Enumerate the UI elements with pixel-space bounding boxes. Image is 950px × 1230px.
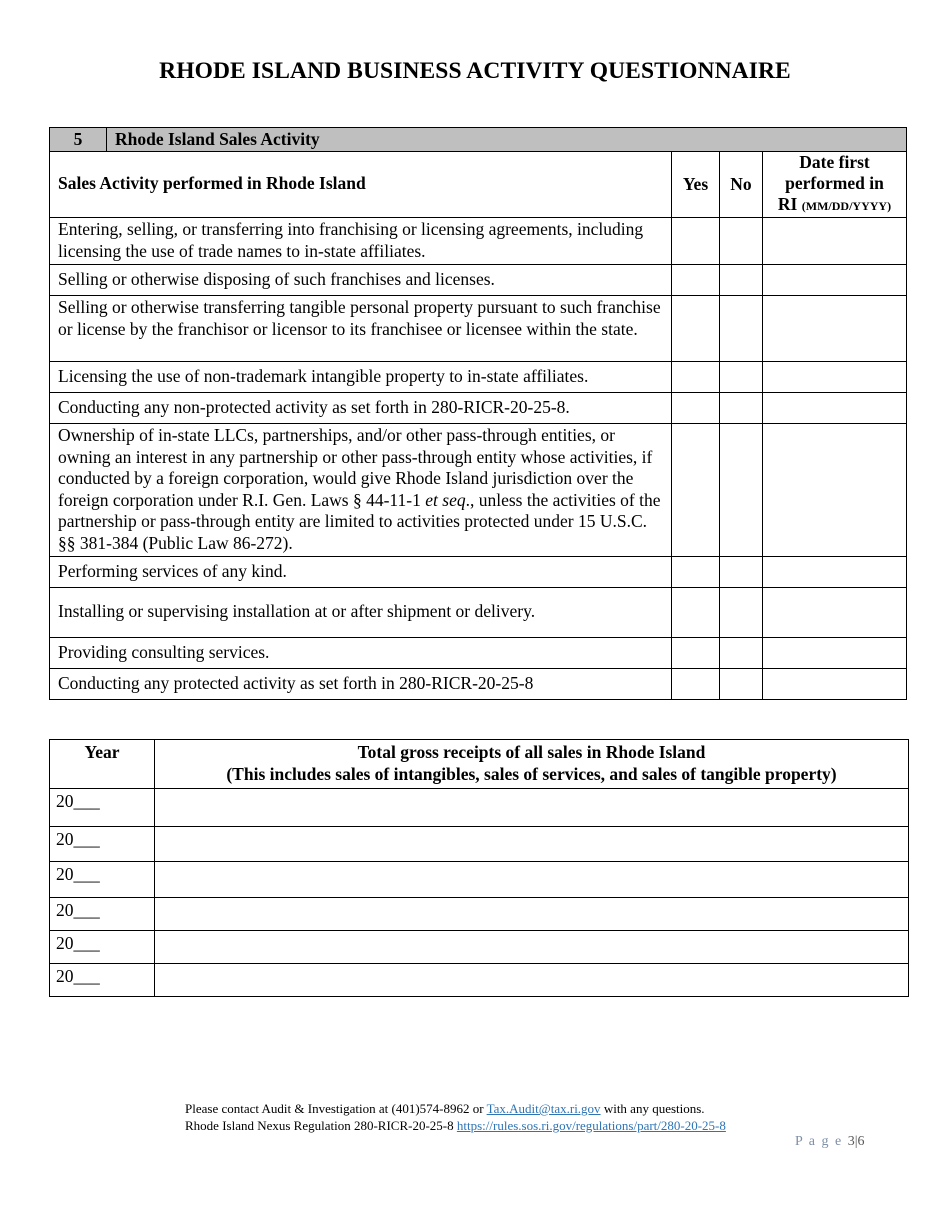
yes-checkbox-cell[interactable] — [672, 218, 720, 265]
activity-row — [50, 265, 907, 296]
year-input-cell[interactable]: 20___ — [50, 789, 155, 827]
activity-row — [50, 669, 907, 700]
no-checkbox-cell[interactable] — [720, 557, 763, 588]
activity-column-header: Sales Activity performed in Rhode Island — [50, 152, 672, 218]
receipts-row — [50, 931, 909, 964]
activity-text-part: Ownership of in-state LLCs, partnerships, and/or other pass-through entities, or owning an interest in any partnership or other pass-through entity whose activities, if conducted by a foreign corporation, would give Rhode Island jurisdiction over the foreign corporation under R.I. Gen. Laws § 44-11-1 — [58, 425, 653, 510]
date-input-cell[interactable] — [763, 218, 907, 265]
receipts-input-cell[interactable] — [155, 931, 909, 964]
no-checkbox-cell[interactable] — [720, 588, 763, 638]
footer-regulation-line — [185, 1118, 726, 1135]
no-checkbox-cell[interactable] — [720, 393, 763, 424]
date-input-cell[interactable] — [763, 393, 907, 424]
receipts-input-cell[interactable] — [155, 827, 909, 862]
yes-checkbox-cell[interactable] — [672, 362, 720, 393]
date-input-cell[interactable] — [763, 557, 907, 588]
column-header-row — [50, 152, 907, 218]
gross-receipts-table — [49, 739, 909, 997]
year-input-cell[interactable]: 20___ — [50, 964, 155, 997]
section-number: 5 — [50, 128, 107, 152]
activity-text — [50, 424, 672, 557]
date-input-cell[interactable] — [763, 424, 907, 557]
no-checkbox-cell[interactable] — [720, 362, 763, 393]
activity-text: Installing or supervising installation at or after shipment or delivery. — [50, 588, 672, 638]
date-input-cell[interactable] — [763, 669, 907, 700]
activity-text: Entering, selling, or transferring into franchising or licensing agreements, including licensing the use of trade names to in-state affiliates. — [50, 218, 672, 265]
activity-row — [50, 296, 907, 362]
activity-row — [50, 362, 907, 393]
section-title: Rhode Island Sales Activity — [107, 128, 907, 152]
date-header-line2: performed in — [785, 173, 884, 193]
no-checkbox-cell[interactable] — [720, 669, 763, 700]
receipts-input-cell[interactable] — [155, 862, 909, 898]
no-column-header: No — [720, 152, 763, 218]
footer-contact-end: with any questions. — [600, 1101, 705, 1116]
section-header-row — [50, 128, 907, 152]
date-input-cell[interactable] — [763, 296, 907, 362]
activity-text: Conducting any protected activity as set forth in 280-RICR-20-25-8 — [50, 669, 672, 700]
activity-text-part: ., unless the activities of the partnership or pass-through entity are limited to activities protected under 15 U.S.C. §§ 381-384 (Public Law 86-272). — [58, 489, 661, 553]
date-header-line1: Date first — [799, 152, 870, 172]
total-receipts-header-line1: Total gross receipts of all sales in Rhode Island — [357, 742, 706, 762]
page-total: 6 — [857, 1134, 865, 1149]
page-current: 3 — [847, 1134, 855, 1149]
page-number — [795, 1134, 865, 1150]
total-receipts-header-line2: (This includes sales of intangibles, sales of services, and sales of tangible property) — [226, 763, 837, 784]
year-input-cell[interactable]: 20___ — [50, 827, 155, 862]
receipts-row — [50, 789, 909, 827]
footer-contact-text: Please contact Audit & Investigation at (401)574-8962 or — [185, 1101, 487, 1116]
total-receipts-column-header — [155, 740, 909, 789]
date-header-line3: RI — [777, 194, 798, 214]
activity-text: Providing consulting services. — [50, 638, 672, 669]
year-input-cell[interactable]: 20___ — [50, 898, 155, 931]
no-checkbox-cell[interactable] — [720, 218, 763, 265]
document-title: RHODE ISLAND BUSINESS ACTIVITY QUESTIONNAIRE — [159, 58, 791, 84]
date-input-cell[interactable] — [763, 362, 907, 393]
yes-column-header: Yes — [672, 152, 720, 218]
receipts-row — [50, 862, 909, 898]
activity-text-italic: et seq — [425, 489, 466, 510]
yes-checkbox-cell[interactable] — [672, 393, 720, 424]
receipts-row — [50, 827, 909, 862]
email-link[interactable]: Tax.Audit@tax.ri.gov — [486, 1101, 601, 1116]
yes-checkbox-cell[interactable] — [672, 424, 720, 557]
date-input-cell[interactable] — [763, 265, 907, 296]
activity-row — [50, 557, 907, 588]
date-input-cell[interactable] — [763, 588, 907, 638]
footer — [185, 1101, 726, 1134]
yes-checkbox-cell[interactable] — [672, 669, 720, 700]
activity-row — [50, 638, 907, 669]
receipts-row — [50, 898, 909, 931]
footer-regulation-text: Rhode Island Nexus Regulation 280-RICR-20-25-8 — [185, 1117, 457, 1133]
date-column-header — [763, 152, 907, 218]
yes-checkbox-cell[interactable] — [672, 588, 720, 638]
yes-checkbox-cell[interactable] — [672, 557, 720, 588]
year-column-header: Year — [50, 740, 155, 789]
no-checkbox-cell[interactable] — [720, 638, 763, 669]
receipts-input-cell[interactable] — [155, 789, 909, 827]
date-format-hint: (MM/DD/YYYY) — [801, 199, 892, 213]
activity-text: Conducting any non-protected activity as set forth in 280-RICR-20-25-8. — [50, 393, 672, 424]
receipts-row — [50, 964, 909, 997]
activity-text: Selling or otherwise transferring tangible personal property pursuant to such franchise or license by the franchisor or licensor to its franchisee or licensee within the state. — [50, 296, 672, 362]
page-label: P a g e — [795, 1134, 843, 1149]
activity-text: Licensing the use of non-trademark intangible property to in-state affiliates. — [50, 362, 672, 393]
activity-text: Performing services of any kind. — [50, 557, 672, 588]
yes-checkbox-cell[interactable] — [672, 638, 720, 669]
regulation-url-link[interactable]: https://rules.sos.ri.gov/regulations/part/280-20-25-8 — [456, 1117, 726, 1133]
activity-row — [50, 424, 907, 557]
footer-contact-line — [185, 1101, 726, 1118]
activity-text: Selling or otherwise disposing of such franchises and licenses. — [50, 265, 672, 296]
no-checkbox-cell[interactable] — [720, 424, 763, 557]
activity-row — [50, 393, 907, 424]
receipts-header-row — [50, 740, 909, 789]
year-input-cell[interactable]: 20___ — [50, 931, 155, 964]
yes-checkbox-cell[interactable] — [672, 296, 720, 362]
receipts-input-cell[interactable] — [155, 964, 909, 997]
yes-checkbox-cell[interactable] — [672, 265, 720, 296]
page-separator: | — [854, 1134, 858, 1149]
date-input-cell[interactable] — [763, 638, 907, 669]
sales-activity-table — [49, 127, 907, 700]
activity-row — [50, 588, 907, 638]
no-checkbox-cell[interactable] — [720, 296, 763, 362]
no-checkbox-cell[interactable] — [720, 265, 763, 296]
receipts-input-cell[interactable] — [155, 898, 909, 931]
activity-row — [50, 218, 907, 265]
year-input-cell[interactable]: 20___ — [50, 862, 155, 898]
